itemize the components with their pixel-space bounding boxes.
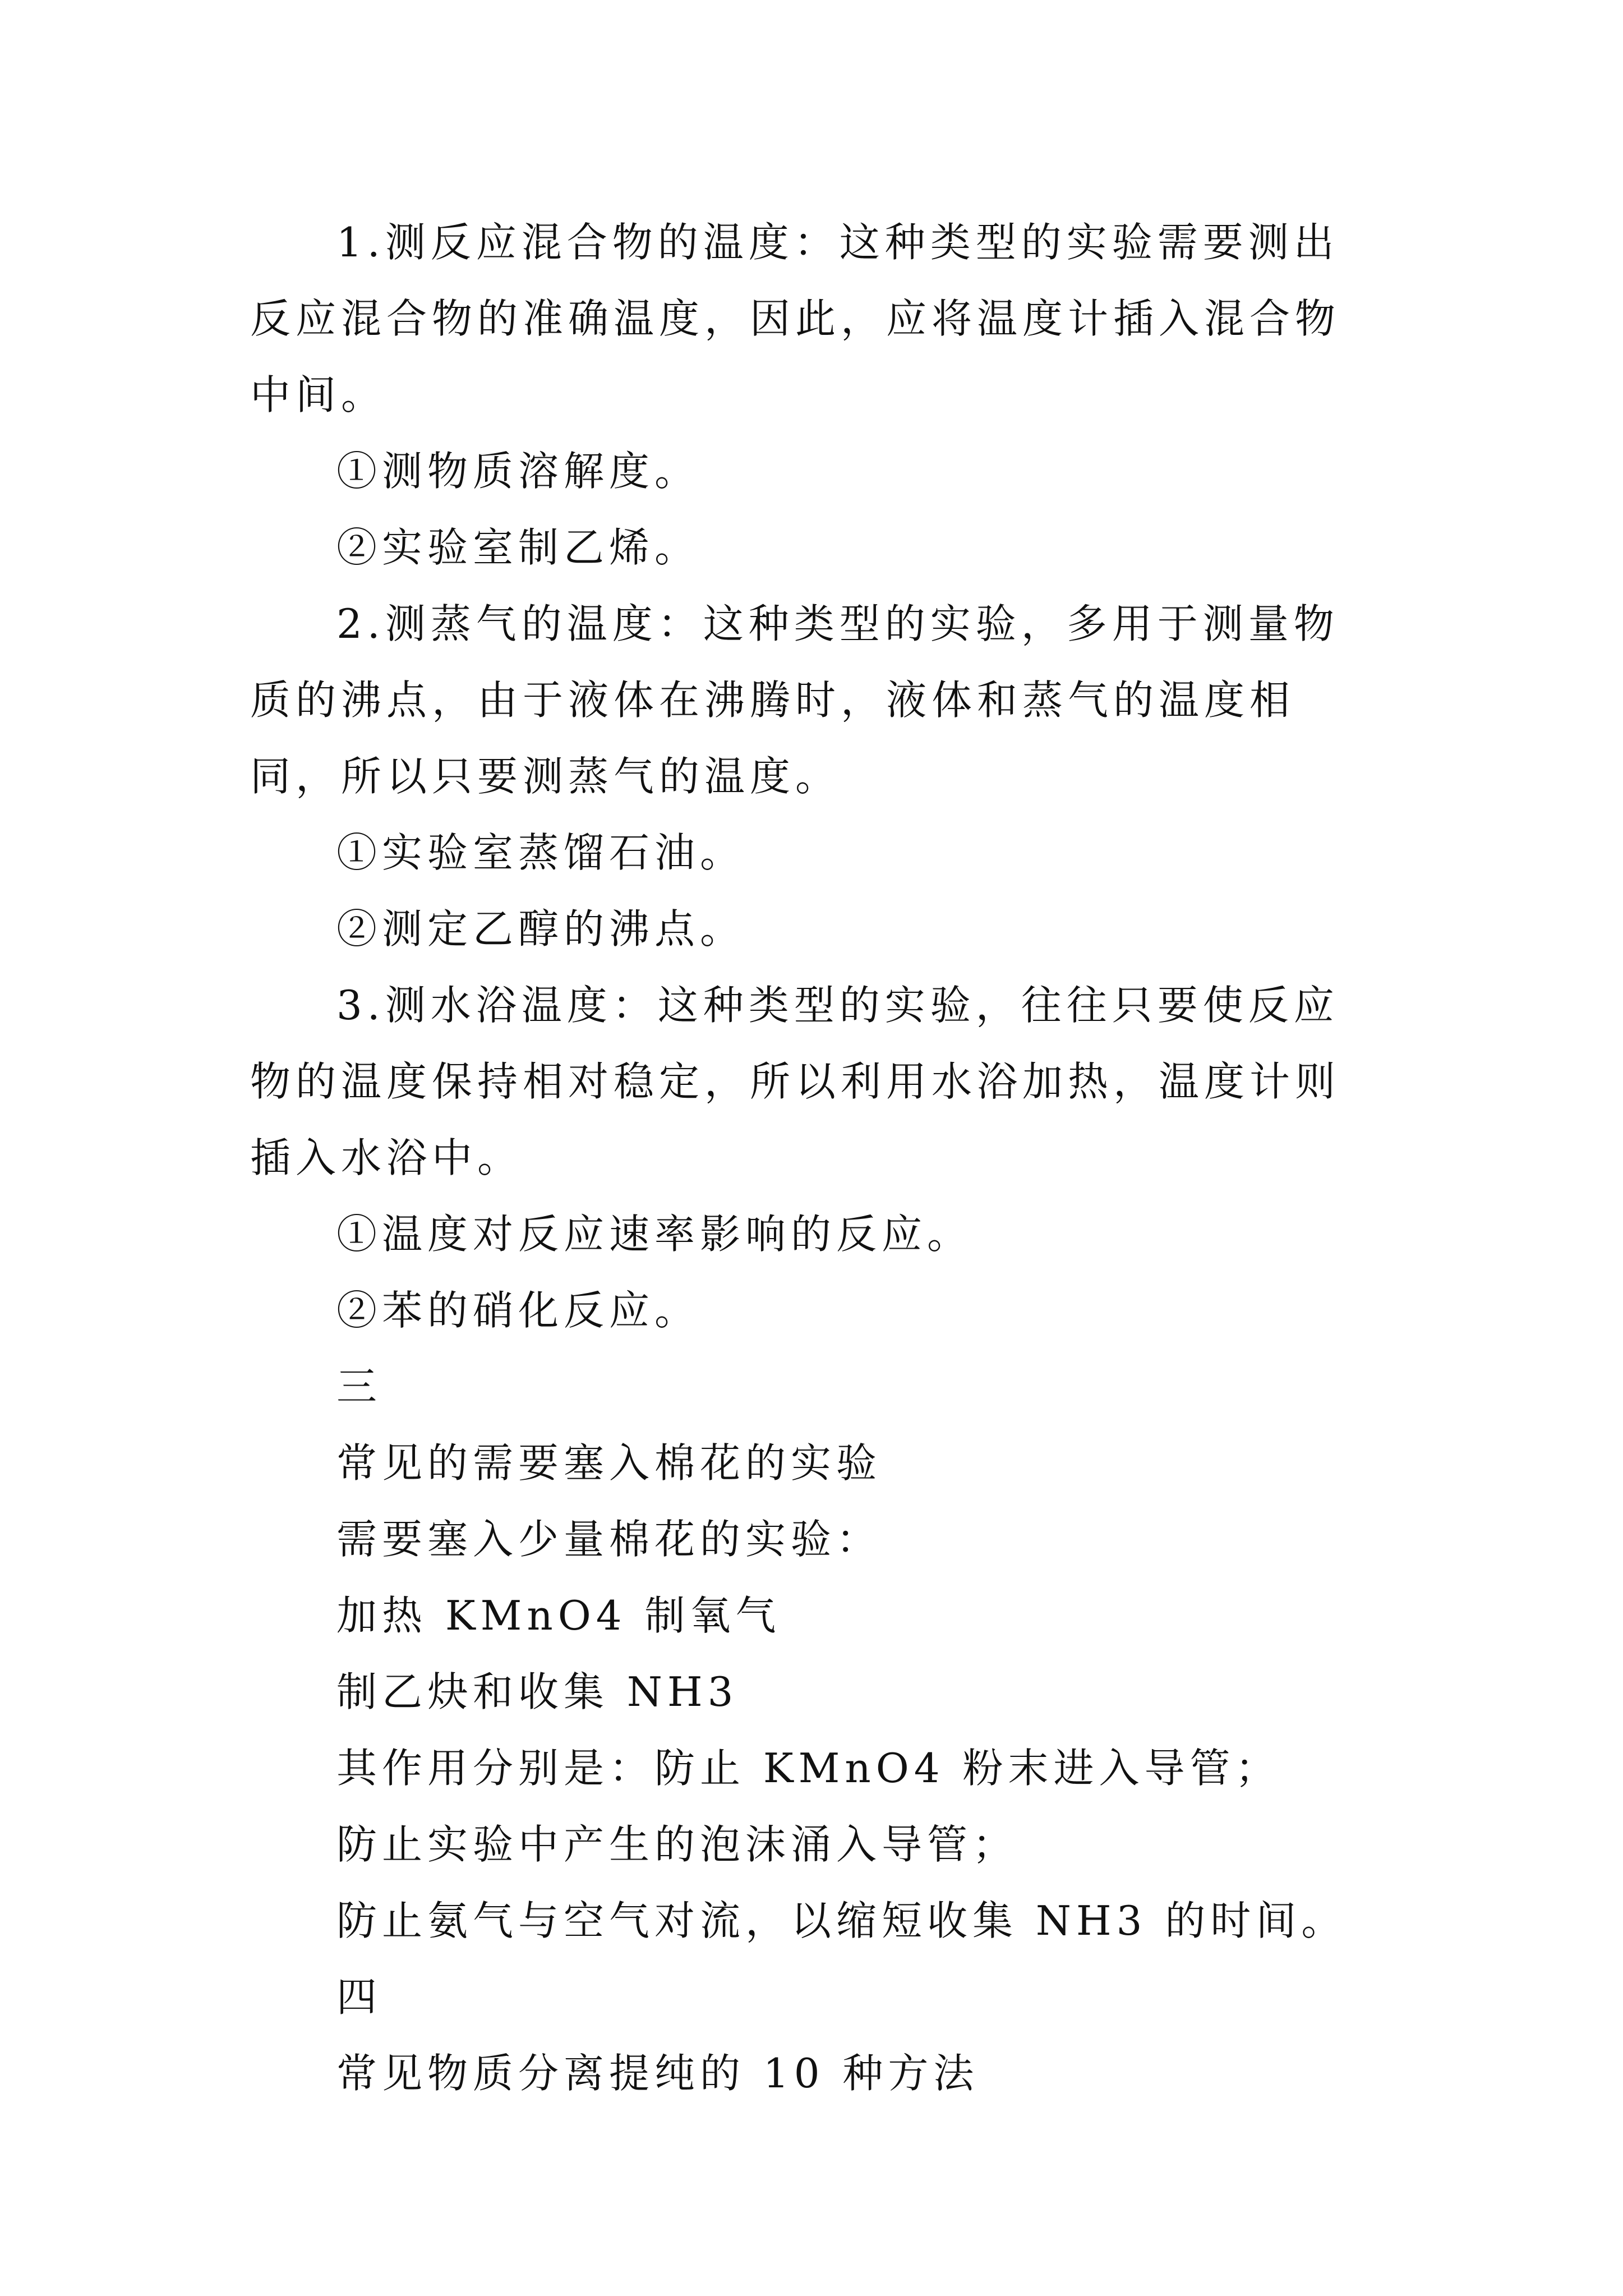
- cotton-line-purpose-3: 防止氨气与空气对流，以缩短收集 NH3 的时间。: [336, 1897, 1347, 1944]
- section-number-3: 三: [336, 1363, 382, 1410]
- cotton-line-purpose-1: 其作用分别是：防止 KMnO4 粉末进入导管；: [336, 1745, 1281, 1792]
- list-item-reaction-rate: ①温度对反应速率影响的反应。: [336, 1211, 973, 1258]
- section-title-separation: 常见物质分离提纯的 10 种方法: [336, 2050, 979, 2097]
- list-item-distill-petroleum: ①实验室蒸馏石油。: [336, 829, 746, 876]
- paragraph-thermometer-vapor: 2.测蒸气的温度：这种类型的实验，多用于测量物质的沸点，由于液体在沸腾时，液体和蒸气的温度相同，所以只要测蒸气的温度。: [250, 600, 1339, 800]
- list-item-ethylene: ②实验室制乙烯。: [336, 524, 700, 571]
- cotton-line-oxygen: 加热 KMnO4 制氧气: [336, 1592, 781, 1639]
- cotton-line-acetylene: 制乙炔和收集 NH3: [336, 1668, 739, 1715]
- list-item-benzene-nitration: ②苯的硝化反应。: [336, 1287, 700, 1334]
- cotton-line-purpose-2: 防止实验中产生的泡沫涌入导管；: [336, 1821, 1018, 1868]
- paragraph-thermometer-reaction: 1.测反应混合物的温度：这种类型的实验需要测出反应混合物的准确温度，因此，应将温度计插入混合物中间。: [250, 219, 1341, 418]
- document-body: [250, 204, 1377, 2111]
- cotton-line-intro: 需要塞入少量棉花的实验：: [336, 1516, 882, 1563]
- paragraph-thermometer-water-bath: 3.测水浴温度：这种类型的实验，往往只要使反应物的温度保持相对稳定，所以利用水浴加热，温度计则插入水浴中。: [250, 982, 1341, 1181]
- section-number-4: 四: [336, 1973, 382, 2021]
- section-title-cotton: 常见的需要塞入棉花的实验: [336, 1439, 882, 1487]
- list-item-solubility: ①测物质溶解度。: [336, 448, 700, 495]
- list-item-ethanol-boiling-point: ②测定乙醇的沸点。: [336, 905, 746, 953]
